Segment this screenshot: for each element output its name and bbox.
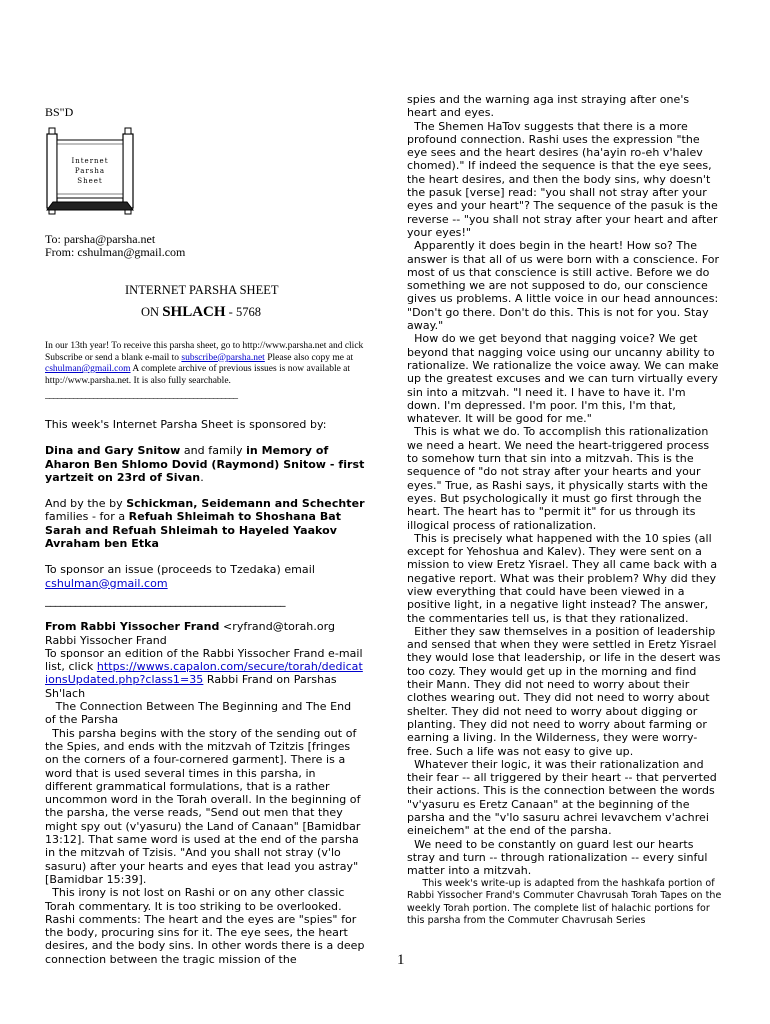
article-left [45, 700, 369, 966]
sponsor-end-1: . [200, 470, 204, 484]
article-footnote: This week's write-up is adapted from the hashkafa portion of Rabbi Yissocher Frand's Commuter Chavrusah Torah Tapes on the weekly Torah portion. The complete list of halachic portions for this parsha from the Commuter Chavrusah Series [407, 877, 725, 927]
sponsor-heading: This week's Internet Parsha Sheet is sponsored by: [45, 418, 327, 431]
from-block [45, 620, 365, 700]
page-number: 1 [397, 952, 405, 968]
contact-to: To: parsha@parsha.net [45, 232, 156, 246]
sponsor-request-text: To sponsor an issue (proceeds to Tzedaka) email [45, 563, 315, 577]
article-paragraph: The Shemen HaTov suggests that there is a more profound connection. Rashi uses the expression "the eye sees and the heart desires (ha'ayin ro-eh v'halev chomed)." If indeed the sequence is that the eye sees, the heart desires, and then the body sins, why doesn't the pasuk [verse] read: "you shall not stray after your eyes and your heart"? The sequence of the pasuk is the reverse -- "you shall not stray after your heart and after your eyes!" [407, 119, 722, 239]
subscribe-email-link[interactable]: subscribe@parsha.net [181, 352, 265, 363]
article-paragraph: This irony is not lost on Rashi or on any other classic Torah commentary. It is too striking to be overlooked. Rashi comments: The heart and the eyes are "spies" for the body, procuring sins for it. The eye sees, the heart desires, and the body sins. In other words there is a deep connection between the tragic mission of the [45, 886, 369, 966]
parsha-scroll-logo-icon [45, 126, 135, 218]
from-email: <ryfrand@torah.org [219, 620, 336, 634]
sponsor-text-1: and family [180, 444, 247, 458]
parsha-year: - 5768 [225, 305, 261, 319]
editor-email-link[interactable]: cshulman@gmail.com [45, 364, 131, 374]
article-paragraph: How do we get beyond that nagging voice? We get beyond that nagging voice using our uncanny ability to rationalize. We rationalize the voice away. We can make up the greatest excuses and we can turn virtually every sin into a mitzvah. "I need it. I have to have it. I'm down. I'm depressed. I'm poor. I'm this, I'm that, whatever. It will be good for me." [407, 332, 723, 426]
logo-line-3: Sheet [77, 177, 103, 185]
from-line [45, 620, 365, 633]
from-author: From Rabbi Yissocher Frand [45, 620, 220, 634]
logo-line-2: Parsha [74, 167, 106, 175]
article-paragraph: Whatever their logic, it was their rationalization and their fear -- all triggered by their heart -- that perverted their actions. This is the connection between the words "v'yasuru es Eretz Canaan" at the beginning of the parsha and the "v'lo sasuru achrei levavchem v'achrei eineichem" at the end of the parsha. [407, 757, 721, 838]
left-column [45, 105, 369, 966]
article-title: The Connection Between The Beginning and The End of the Parsha [45, 700, 355, 727]
article-paragraph: This is what we do. To accomplish this rationalization we need a heart. We need the heart-triggered process to somehow turn that sin into a mitzvah. This is the sequence of "do not stray after your hearts and your eyes." True, as Rashi says, it physically starts with the eyes. But psychologically it must go first through the heart. The heart has to "permit it" for us through its illogical process of rationalization. [407, 425, 713, 532]
sponsor-text-2a: And by the by [45, 497, 127, 511]
sponsor-names-2: Schickman, Seidemann and Schechter [126, 497, 365, 511]
sponsor-rule: ________________________________________________ [45, 593, 285, 607]
sponsor-memory: in Memory of Aharon Ben Shlomo Dovid (Raymond) Snitow - first yartzeit on 23rd of Sivan [45, 444, 365, 484]
dedication-link[interactable]: https://wwws.capalon.com/secure/torah/dedicationsUpdated.php?class1=35 [45, 660, 363, 687]
right-column [407, 93, 725, 928]
parsha-name: SHLACH [162, 304, 226, 320]
frand-sponsor-text: To sponsor an edition of the Rabbi Yissocher Frand e-mail list, click [45, 646, 363, 674]
sponsor-dedication-1 [45, 444, 365, 484]
sponsor-names-1: Dina and Gary Snitow [45, 444, 181, 458]
sheet-title: INTERNET PARSHA SHEET [125, 283, 279, 297]
sponsor-dedication-2 [45, 497, 365, 550]
sponsor-email-link[interactable]: cshulman@gmail.com [45, 576, 168, 590]
sponsor-refuah: Refuah Shleimah to Shoshana Bat Sarah and Refuah Shleimah to Hayeled Yaakov Avraham ben Etka [45, 510, 342, 551]
frand-after-link: Rabbi Frand on Parshas Sh'lach [45, 673, 337, 700]
sponsor-request [45, 563, 365, 590]
logo-line-1: Internet [71, 157, 109, 165]
parsha-title-on: ON [141, 305, 163, 319]
article-paragraph: This is precisely what happened with the 10 spies (all except for Yehoshua and Kalev). They were sent on a mission to view Eretz Yisrael. They all came back with a negative report. What was their problem? Why did they view everything that could have been viewed in a positive light, in a negative light instead? The answer, the commentaries tell us, is that they rationalized. [407, 531, 721, 625]
sponsor-text-2b: families - for a [45, 510, 129, 524]
intro-text-2: Please also copy me at [264, 352, 354, 363]
article-paragraph: Apparently it does begin in the heart! How so? The answer is that all of us were born with a conscience. For most of us that conscience is still active. Before we do something we are not supposed to do, our conscience gives us problems. A little voice in our head announces: "Don't go there. Don't do this. This is not for you. Stay away." [407, 239, 723, 333]
author-name: Rabbi Yissocher Frand [45, 633, 167, 647]
intro-text-3: A complete archive of previous issues is now available at http://www.parsha.net. It is also fully searchable. [45, 364, 351, 386]
article-paragraph: This parsha begins with the story of the sending out of the Spies, and ends with the mitzvah of Tzitzis [fringes on the corners of a four-cornered garment]. There is a word that is used several times in this parsha, in different grammatical formulations, that is a rather uncommon word in the Torah overall. In the beginning of the parsha, the verse reads, "Send out men that they might spy out (v'yasuru) the Land of Canaan" [Bamidbar 13:12]. That same word is used at the end of the parsha in the mitzvah of Tzisis. "And you shall not stray (v'lo sasuru) after your hearts and eyes that lead you astray" [Bamidbar 15:39]. [45, 726, 365, 886]
intro-rule: ________________________________________________ [45, 389, 237, 400]
article-paragraph: spies and the warning aga inst straying after one's heart and eyes. [407, 93, 693, 120]
parsha-title [141, 304, 365, 321]
frand-sponsor-line [45, 647, 365, 700]
contact-from: From: cshulman@gmail.com [45, 245, 186, 259]
intro-paragraph [45, 341, 365, 387]
intro-text-1: In our 13th year! To receive this parsha sheet, go to http://www.parsha.net and click Subscribe or send a blank e-mail to [45, 341, 364, 363]
contact-block [45, 233, 365, 259]
article-paragraph: We need to be constantly on guard lest our hearts stray and turn -- through rationalization -- every sinful matter into a mitzvah. [407, 837, 712, 878]
bsd-mark: BS"D [45, 105, 74, 119]
article-paragraph: Either they saw themselves in a position of leadership and sensed that when they were settled in Eretz Yisrael they would lose that leadership, or life in the desert was too cozy. They would get up in the morning and find their Mann. They did not need to worry about their clothes wearing out. They did not need to worry about shelter. They did not need to worry about digging or planting. They did not need to worry about farming or earning a living. In the Wilderness, they were worry-free. Such a life was not easy to give up. [407, 624, 725, 758]
